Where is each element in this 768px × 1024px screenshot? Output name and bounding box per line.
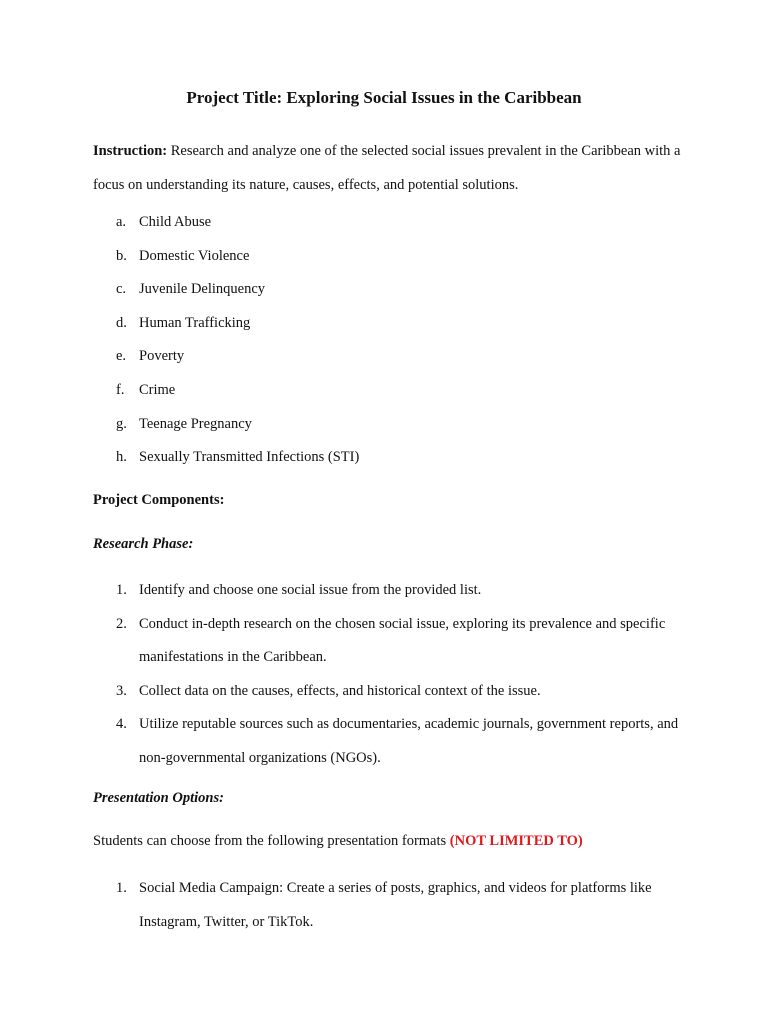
- list-item-text: Human Trafficking: [139, 314, 251, 331]
- instruction-paragraph: [93, 134, 693, 202]
- list-item-text: Collect data on the causes, effects, and historical context of the issue.: [139, 682, 541, 699]
- list-marker: b.: [116, 247, 127, 264]
- list-marker: 1.: [116, 582, 127, 598]
- list-marker: h.: [116, 449, 127, 466]
- list-item-text: Social Media Campaign: Create a series of posts, graphics, and videos for platforms like Instagram, Twitter, or TikTok.: [139, 880, 652, 930]
- presentation-intro-text: Students can choose from the following presentation formats: [93, 833, 450, 849]
- list-item-text: Crime: [139, 381, 176, 398]
- list-item-text: Juvenile Delinquency: [139, 281, 266, 298]
- list-marker: a.: [116, 214, 127, 230]
- research-phase-list: [93, 574, 693, 776]
- list-item: [93, 675, 693, 709]
- list-item-text: Domestic Violence: [139, 247, 250, 264]
- list-item-text: Sexually Transmitted Infections (STI): [139, 449, 360, 466]
- list-item: [93, 210, 693, 244]
- research-phase-heading: Research Phase:: [93, 536, 194, 552]
- list-marker: 2.: [116, 615, 127, 632]
- list-marker: f.: [116, 381, 125, 398]
- list-item-text: Teenage Pregnancy: [139, 415, 252, 432]
- presentation-intro: [93, 829, 713, 853]
- not-limited-note: (NOT LIMITED TO): [449, 833, 583, 849]
- list-item-text: Conduct in-depth research on the chosen social issue, exploring its prevalence and specific manifestations in the Caribbean.: [139, 615, 666, 666]
- list-item: [93, 412, 693, 446]
- presentation-options-heading: Presentation Options:: [93, 790, 224, 806]
- list-marker: 1.: [116, 880, 127, 896]
- project-components-heading: Project Components:: [93, 492, 225, 508]
- list-item: [93, 277, 693, 311]
- list-item-text: Poverty: [139, 348, 185, 365]
- list-marker: c.: [116, 281, 127, 298]
- list-item-text: Utilize reputable sources such as documentaries, academic journals, government reports, and non-governmental organizations (NGOs).: [139, 716, 679, 766]
- instruction-text: Research and analyze one of the selected social issues prevalent in the Caribbean with a focus on understanding its nature, causes, effects, and potential solutions.: [93, 143, 681, 193]
- instruction-label: Instruction:: [93, 143, 168, 159]
- list-item-text: Identify and choose one social issue from the provided list.: [139, 582, 482, 598]
- list-item: [93, 608, 693, 675]
- list-item: [93, 311, 693, 345]
- list-item-text: Child Abuse: [139, 214, 212, 230]
- list-item: [93, 574, 693, 608]
- list-marker: g.: [116, 415, 127, 432]
- page-title: Project Title: Exploring Social Issues in the Caribbean: [186, 88, 582, 107]
- list-marker: d.: [116, 314, 127, 331]
- list-item: [93, 344, 693, 378]
- presentation-options-list: [93, 872, 693, 939]
- list-item: [93, 244, 693, 278]
- list-item: [93, 378, 693, 412]
- list-item: [93, 708, 693, 775]
- list-marker: 3.: [116, 682, 127, 699]
- list-marker: e.: [116, 348, 127, 365]
- social-issues-list: [93, 210, 693, 479]
- list-marker: 4.: [116, 716, 127, 733]
- list-item: [93, 445, 693, 479]
- list-item: [93, 872, 693, 939]
